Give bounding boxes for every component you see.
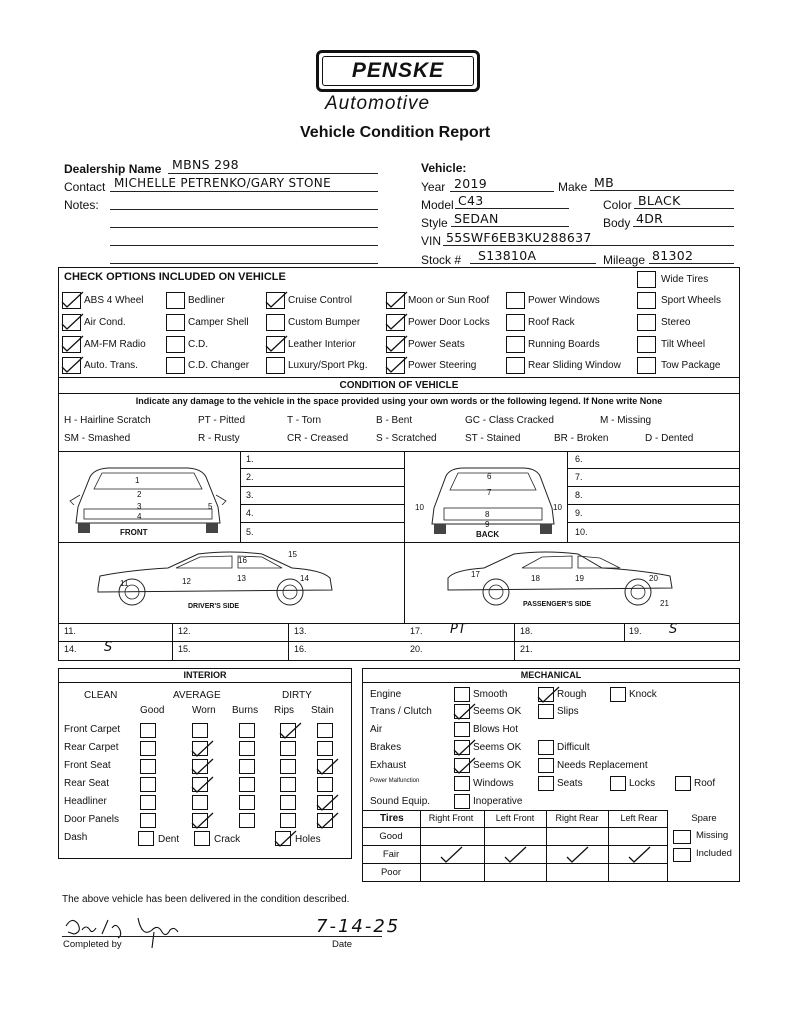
- tire-cell[interactable]: [484, 863, 546, 881]
- interior-checkbox-rear-seat-stain[interactable]: [317, 777, 333, 792]
- option-checkbox-camper-shell[interactable]: [166, 314, 185, 331]
- option-checkbox-running-boards[interactable]: [506, 336, 525, 353]
- back-num-7: 7: [487, 488, 492, 497]
- option-label: Power Seats: [408, 339, 465, 350]
- option-checkbox-rear-sliding-window[interactable]: [506, 357, 525, 374]
- option-label: Leather Interior: [288, 339, 356, 350]
- legend-item: SM - Smashed: [64, 433, 131, 444]
- stock-value[interactable]: S13810A: [478, 248, 537, 263]
- date-label: Date: [332, 939, 353, 950]
- mech-checkbox-engine-rough[interactable]: [538, 687, 554, 702]
- mech-checkbox-exhaust-seems-ok[interactable]: [454, 758, 470, 773]
- mech-checkbox-power-malfunction-locks[interactable]: [610, 776, 626, 791]
- mech-checkbox-power-malfunction-roof[interactable]: [675, 776, 691, 791]
- damage-cell-label: 20.: [410, 644, 423, 654]
- tire-row-label: Fair: [382, 849, 400, 860]
- option-label: Luxury/Sport Pkg.: [288, 360, 368, 371]
- interior-checkbox-headliner-burns[interactable]: [239, 795, 255, 810]
- driver-label: DRIVER'S SIDE: [188, 603, 240, 610]
- damage-cell-label: 17.: [410, 626, 423, 636]
- back-label: BACK: [476, 530, 500, 539]
- spare-option-label: Included: [696, 848, 732, 859]
- mech-option-label: Blows Hot: [473, 724, 519, 735]
- tire-cell[interactable]: [608, 845, 670, 863]
- mech-option-label: Inoperative: [473, 796, 523, 807]
- back-num-10-left: 10: [415, 503, 424, 512]
- option-checkbox-am-fm-radio[interactable]: [62, 336, 81, 353]
- check-mark-icon: [59, 312, 85, 332]
- dash-checkbox-dent[interactable]: [138, 831, 154, 846]
- tires-heading: Tires: [380, 813, 404, 824]
- tire-cell[interactable]: [546, 827, 608, 845]
- mech-checkbox-engine-smooth[interactable]: [454, 687, 470, 702]
- mech-row-label: Exhaust: [370, 760, 407, 771]
- check-mark-icon: [314, 757, 340, 777]
- color-value[interactable]: BLACK: [638, 193, 681, 208]
- tire-cell[interactable]: [420, 827, 482, 845]
- option-label: Stereo: [661, 317, 691, 328]
- driver-num-12: 12: [182, 577, 191, 586]
- option-checkbox-c-d-changer[interactable]: [166, 357, 185, 374]
- mech-option-label: Knock: [629, 689, 657, 700]
- damage-line-4[interactable]: 4.: [246, 508, 254, 518]
- model-label: Model: [421, 198, 454, 212]
- interior-checkbox-door-panels-good[interactable]: [140, 813, 156, 828]
- mech-option-label: Smooth: [473, 689, 508, 700]
- option-checkbox-bedliner[interactable]: [166, 292, 185, 309]
- mech-checkbox-brakes-seems-ok[interactable]: [454, 740, 470, 755]
- tire-column-left-front: Left Front: [495, 813, 535, 823]
- check-mark-icon: [383, 290, 409, 310]
- completed-by-label: Completed by: [63, 939, 122, 950]
- damage-cell-value[interactable]: PT: [450, 622, 467, 637]
- tire-cell[interactable]: [546, 863, 608, 881]
- front-num-1: 1: [135, 476, 140, 485]
- legend-item: CR - Creased: [287, 433, 349, 444]
- check-mark-icon: [383, 355, 409, 375]
- interior-checkbox-front-seat-worn[interactable]: [192, 759, 208, 774]
- mech-row-label: Engine: [370, 689, 402, 700]
- vin-label: VIN: [421, 234, 442, 248]
- mech-checkbox-exhaust-needs-replacement[interactable]: [538, 758, 554, 773]
- make-label: Make: [558, 180, 588, 194]
- back-num-9: 9: [485, 520, 490, 529]
- stock-label: Stock #: [421, 253, 462, 267]
- check-mark-icon: [383, 312, 409, 332]
- body-label: Body: [603, 216, 631, 230]
- option-label: Sport Wheels: [661, 295, 722, 306]
- option-label: Custom Bumper: [288, 317, 361, 328]
- year-label: Year: [421, 180, 446, 194]
- option-label: Power Windows: [528, 295, 600, 306]
- option-label: Running Boards: [528, 339, 600, 350]
- option-label: Moon or Sun Roof: [408, 295, 490, 306]
- pass-num-18: 18: [531, 574, 540, 583]
- mech-checkbox-power-malfunction-seats[interactable]: [538, 776, 554, 791]
- option-checkbox-power-seats[interactable]: [386, 336, 405, 353]
- damage-line-2[interactable]: 2.: [246, 472, 254, 482]
- interior-checkbox-headliner-stain[interactable]: [317, 795, 333, 810]
- dash-option-label: Crack: [214, 834, 241, 845]
- check-mark-icon: [59, 355, 85, 375]
- front-label: FRONT: [120, 528, 148, 537]
- check-mark-icon: [626, 845, 652, 865]
- option-checkbox-custom-bumper[interactable]: [266, 314, 285, 331]
- tire-column-left-rear: Left Rear: [620, 813, 658, 823]
- interior-checkbox-rear-carpet-worn[interactable]: [192, 741, 208, 756]
- interior-checkbox-headliner-worn[interactable]: [192, 795, 208, 810]
- penske-logo: [316, 50, 480, 92]
- interior-checkbox-rear-seat-good[interactable]: [140, 777, 156, 792]
- mech-checkbox-brakes-difficult[interactable]: [538, 740, 554, 755]
- damage-line-9[interactable]: 9.: [575, 508, 583, 518]
- mech-checkbox-sound-equip-inoperative[interactable]: [454, 794, 470, 809]
- legend-item: BR - Broken: [554, 433, 609, 444]
- option-checkbox-power-steering[interactable]: [386, 357, 405, 374]
- interior-row-label: Rear Carpet: [64, 742, 119, 753]
- legend-item: M - Missing: [600, 415, 652, 426]
- dealership-value[interactable]: MBNS 298: [172, 157, 239, 172]
- damage-cell-label: 14.: [64, 644, 77, 654]
- legend-item: B - Bent: [376, 415, 413, 426]
- option-checkbox-roof-rack[interactable]: [506, 314, 525, 331]
- option-label: Tilt Wheel: [661, 339, 706, 350]
- interior-checkbox-door-panels-rips[interactable]: [280, 813, 296, 828]
- check-mark-icon: [189, 775, 215, 795]
- interior-checkbox-rear-seat-worn[interactable]: [192, 777, 208, 792]
- interior-column-worn: Worn: [192, 705, 216, 716]
- legend-item: ST - Stained: [465, 433, 521, 444]
- damage-line-10[interactable]: 10.: [575, 527, 588, 537]
- pass-num-17: 17: [471, 570, 480, 579]
- clean-heading: CLEAN: [84, 690, 118, 701]
- mech-checkbox-trans-clutch-slips[interactable]: [538, 704, 554, 719]
- contact-label: Contact: [64, 180, 106, 194]
- delivery-statement: The above vehicle has been delivered in the condition described.: [62, 894, 350, 905]
- logo-subtext: Automotive: [325, 93, 431, 114]
- interior-checkbox-rear-seat-rips[interactable]: [280, 777, 296, 792]
- option-label: Power Steering: [408, 360, 477, 371]
- check-mark-icon: [383, 334, 409, 354]
- options-heading: CHECK OPTIONS INCLUDED ON VEHICLE: [64, 271, 286, 283]
- dealership-label: Dealership Name: [64, 162, 162, 176]
- interior-checkbox-front-carpet-worn[interactable]: [192, 723, 208, 738]
- damage-cell-value[interactable]: S: [669, 622, 678, 637]
- front-car-diagram: [60, 455, 238, 541]
- damage-cell-value[interactable]: S: [104, 640, 113, 655]
- tire-cell[interactable]: [484, 845, 546, 863]
- damage-line-3[interactable]: 3.: [246, 490, 254, 500]
- interior-checkbox-door-panels-stain[interactable]: [317, 813, 333, 828]
- check-mark-icon: [263, 290, 289, 310]
- date-value[interactable]: 7-14-25: [316, 916, 401, 937]
- tire-cell[interactable]: [546, 845, 608, 863]
- option-label: Wide Tires: [661, 274, 709, 285]
- check-mark-icon: [502, 845, 528, 865]
- option-label: ABS 4 Wheel: [84, 295, 144, 306]
- logo-text: PENSKE: [351, 59, 445, 82]
- tire-cell[interactable]: [420, 863, 482, 881]
- option-label: Power Door Locks: [408, 317, 490, 328]
- dash-checkbox-holes[interactable]: [275, 831, 291, 846]
- interior-checkbox-front-carpet-rips[interactable]: [280, 723, 296, 738]
- interior-row-label: Rear Seat: [64, 778, 110, 789]
- mech-checkbox-air-blows-hot[interactable]: [454, 722, 470, 737]
- check-mark-icon: [263, 334, 289, 354]
- front-num-5: 5: [208, 502, 213, 511]
- damage-cell-label: 21.: [520, 644, 533, 654]
- mileage-label: Mileage: [603, 253, 646, 267]
- style-label: Style: [421, 216, 448, 230]
- dash-option-label: Holes: [295, 834, 321, 845]
- tire-cell[interactable]: [608, 827, 670, 845]
- back-num-10-right: 10: [553, 503, 562, 512]
- interior-checkbox-front-carpet-good[interactable]: [140, 723, 156, 738]
- mech-option-label: Seems OK: [473, 742, 522, 753]
- interior-checkbox-front-seat-stain[interactable]: [317, 759, 333, 774]
- tire-row-label: Poor: [380, 867, 402, 878]
- interior-heading: INTERIOR: [183, 670, 227, 680]
- option-label: C.D.: [188, 339, 208, 350]
- check-mark-icon: [314, 811, 340, 831]
- option-checkbox-air-cond[interactable]: [62, 314, 81, 331]
- dash-label: Dash: [64, 832, 88, 843]
- damage-line-6[interactable]: 6.: [575, 454, 583, 464]
- legend-item: R - Rusty: [198, 433, 240, 444]
- back-num-8: 8: [485, 510, 490, 519]
- color-label: Color: [603, 198, 632, 212]
- style-value[interactable]: SEDAN: [454, 211, 499, 226]
- damage-line-1[interactable]: 1.: [246, 454, 254, 464]
- option-checkbox-tilt-wheel[interactable]: [637, 336, 656, 353]
- interior-checkbox-rear-carpet-rips[interactable]: [280, 741, 296, 756]
- option-label: Roof Rack: [528, 317, 575, 328]
- option-label: Auto. Trans.: [84, 360, 138, 371]
- interior-checkbox-headliner-good[interactable]: [140, 795, 156, 810]
- mech-checkbox-trans-clutch-seems-ok[interactable]: [454, 704, 470, 719]
- driver-num-14: 14: [300, 574, 309, 583]
- interior-checkbox-door-panels-worn[interactable]: [192, 813, 208, 828]
- mech-row-label: Air: [370, 724, 383, 735]
- interior-column-rips: Rips: [274, 705, 295, 716]
- vin-value[interactable]: 55SWF6EB3KU288637: [446, 230, 592, 245]
- legend-item: PT - Pitted: [198, 415, 246, 426]
- option-checkbox-cruise-control[interactable]: [266, 292, 285, 309]
- condition-instruction: Indicate any damage to the vehicle in the space provided using your own words or the following legend. If None write None: [135, 396, 663, 406]
- make-value[interactable]: MB: [594, 175, 614, 190]
- option-checkbox-auto-trans[interactable]: [62, 357, 81, 374]
- damage-cell-label: 13.: [294, 626, 307, 636]
- front-num-2: 2: [137, 490, 142, 499]
- interior-column-good: Good: [140, 705, 165, 716]
- option-checkbox-power-windows[interactable]: [506, 292, 525, 309]
- spare-option-label: Missing: [696, 830, 729, 841]
- dirty-heading: DIRTY: [282, 690, 312, 701]
- mechanical-heading: MECHANICAL: [520, 670, 582, 680]
- option-label: Cruise Control: [288, 295, 352, 306]
- mileage-value[interactable]: 81302: [652, 248, 694, 263]
- option-label: C.D. Changer: [188, 360, 250, 371]
- front-num-4: 4: [137, 512, 142, 521]
- check-mark-icon: [189, 739, 215, 759]
- option-label: Air Cond.: [84, 317, 126, 328]
- notes-line[interactable]: [110, 209, 378, 210]
- pass-num-20: 20: [649, 574, 658, 583]
- page-title: Vehicle Condition Report: [300, 124, 491, 141]
- check-mark-icon: [189, 811, 215, 831]
- mech-option-label: Seats: [557, 778, 583, 789]
- body-value[interactable]: 4DR: [636, 211, 664, 226]
- interior-checkbox-rear-carpet-burns[interactable]: [239, 741, 255, 756]
- mech-row-label: Sound Equip.: [370, 796, 431, 807]
- check-mark-icon: [59, 334, 85, 354]
- mech-option-label: Difficult: [557, 742, 590, 753]
- damage-line-5[interactable]: 5.: [246, 527, 254, 537]
- interior-checkbox-headliner-rips[interactable]: [280, 795, 296, 810]
- option-checkbox-abs-4-wheel[interactable]: [62, 292, 81, 309]
- tire-column-right-rear: Right Rear: [555, 813, 599, 823]
- option-label: Camper Shell: [188, 317, 249, 328]
- option-label: Tow Package: [661, 360, 721, 371]
- interior-checkbox-front-carpet-stain[interactable]: [317, 723, 333, 738]
- tire-cell[interactable]: [608, 863, 670, 881]
- mech-option-label: Seems OK: [473, 760, 522, 771]
- pass-num-21: 21: [660, 599, 669, 608]
- check-mark-icon: [189, 757, 215, 777]
- dash-option-label: Dent: [158, 834, 180, 845]
- condition-heading: CONDITION OF VEHICLE: [339, 380, 459, 391]
- driver-num-16: 16: [238, 556, 247, 565]
- interior-checkbox-rear-seat-burns[interactable]: [239, 777, 255, 792]
- interior-row-label: Door Panels: [64, 814, 120, 825]
- option-label: Bedliner: [188, 295, 225, 306]
- option-checkbox-sport-wheels[interactable]: [637, 292, 656, 309]
- dash-checkbox-crack[interactable]: [194, 831, 210, 846]
- mech-option-label: Windows: [473, 778, 514, 789]
- check-mark-icon: [438, 845, 464, 865]
- interior-column-burns: Burns: [232, 705, 259, 716]
- check-mark-icon: [59, 290, 85, 310]
- interior-row-label: Front Carpet: [64, 724, 121, 735]
- damage-cell-label: 12.: [178, 626, 191, 636]
- mech-option-label: Roof: [694, 778, 716, 789]
- legend-item: T - Torn: [287, 415, 322, 426]
- damage-cell-label: 16.: [294, 644, 307, 654]
- interior-checkbox-door-panels-burns[interactable]: [239, 813, 255, 828]
- legend-item: S - Scratched: [376, 433, 437, 444]
- legend-item: D - Dented: [645, 433, 694, 444]
- mech-option-label: Locks: [629, 778, 656, 789]
- mech-checkbox-power-malfunction-windows[interactable]: [454, 776, 470, 791]
- legend-item: GC - Class Cracked: [465, 415, 554, 426]
- interior-checkbox-front-seat-good[interactable]: [140, 759, 156, 774]
- option-checkbox-wide-tires[interactable]: [637, 271, 656, 288]
- tire-row-label: Good: [379, 831, 403, 842]
- check-mark-icon: [277, 721, 303, 741]
- back-num-6: 6: [487, 472, 492, 481]
- interior-column-stain: Stain: [311, 705, 334, 716]
- interior-checkbox-front-seat-rips[interactable]: [280, 759, 296, 774]
- damage-cell-label: 15.: [178, 644, 191, 654]
- damage-cell-label: 19.: [629, 626, 642, 636]
- mech-option-label: Needs Replacement: [557, 760, 648, 771]
- interior-row-label: Front Seat: [64, 760, 111, 771]
- check-mark-icon: [314, 793, 340, 813]
- damage-line-8[interactable]: 8.: [575, 490, 583, 500]
- option-label: AM-FM Radio: [84, 339, 146, 350]
- interior-checkbox-front-seat-burns[interactable]: [239, 759, 255, 774]
- option-checkbox-moon-or-sun-roof[interactable]: [386, 292, 405, 309]
- driver-num-13: 13: [237, 574, 246, 583]
- contact-value[interactable]: MICHELLE PETRENKO/GARY STONE: [114, 176, 331, 190]
- option-checkbox-power-door-locks[interactable]: [386, 314, 405, 331]
- option-checkbox-stereo[interactable]: [637, 314, 656, 331]
- driver-num-11: 11: [120, 579, 129, 588]
- mech-row-label: Trans / Clutch: [370, 706, 432, 717]
- tire-column-right-front: Right Front: [428, 813, 474, 823]
- interior-checkbox-rear-carpet-stain[interactable]: [317, 741, 333, 756]
- model-value[interactable]: C43: [458, 193, 484, 208]
- option-label: Rear Sliding Window: [528, 360, 621, 371]
- spare-checkbox-included[interactable]: [673, 848, 691, 862]
- spare-heading: Spare: [691, 813, 717, 824]
- front-num-3: 3: [137, 502, 142, 511]
- mech-row-label: Power Malfunction: [370, 778, 420, 784]
- damage-line-7[interactable]: 7.: [575, 472, 583, 482]
- damage-cell-label: 11.: [64, 626, 76, 636]
- passenger-label: PASSENGER'S SIDE: [523, 601, 592, 608]
- spare-checkbox-missing[interactable]: [673, 830, 691, 844]
- vehicle-heading: Vehicle:: [421, 161, 467, 175]
- mech-row-label: Brakes: [370, 742, 402, 753]
- option-checkbox-tow-package[interactable]: [637, 357, 656, 374]
- mech-option-label: Slips: [557, 706, 579, 717]
- mech-checkbox-engine-knock[interactable]: [610, 687, 626, 702]
- average-heading: AVERAGE: [173, 690, 221, 701]
- pass-num-19: 19: [575, 574, 584, 583]
- interior-checkbox-rear-carpet-good[interactable]: [140, 741, 156, 756]
- damage-cell-label: 18.: [520, 626, 533, 636]
- tire-cell[interactable]: [484, 827, 546, 845]
- mech-option-label: Seems OK: [473, 706, 522, 717]
- check-mark-icon: [564, 845, 590, 865]
- option-checkbox-luxury-sport-pkg[interactable]: [266, 357, 285, 374]
- notes-label: Notes:: [64, 198, 99, 212]
- option-checkbox-leather-interior[interactable]: [266, 336, 285, 353]
- interior-row-label: Headliner: [64, 796, 107, 807]
- tire-cell[interactable]: [420, 845, 482, 863]
- driver-num-15: 15: [288, 550, 297, 559]
- legend-item: H - Hairline Scratch: [64, 415, 151, 426]
- option-checkbox-c-d[interactable]: [166, 336, 185, 353]
- mech-option-label: Rough: [557, 689, 587, 700]
- interior-checkbox-front-carpet-burns[interactable]: [239, 723, 255, 738]
- year-value[interactable]: 2019: [454, 176, 488, 191]
